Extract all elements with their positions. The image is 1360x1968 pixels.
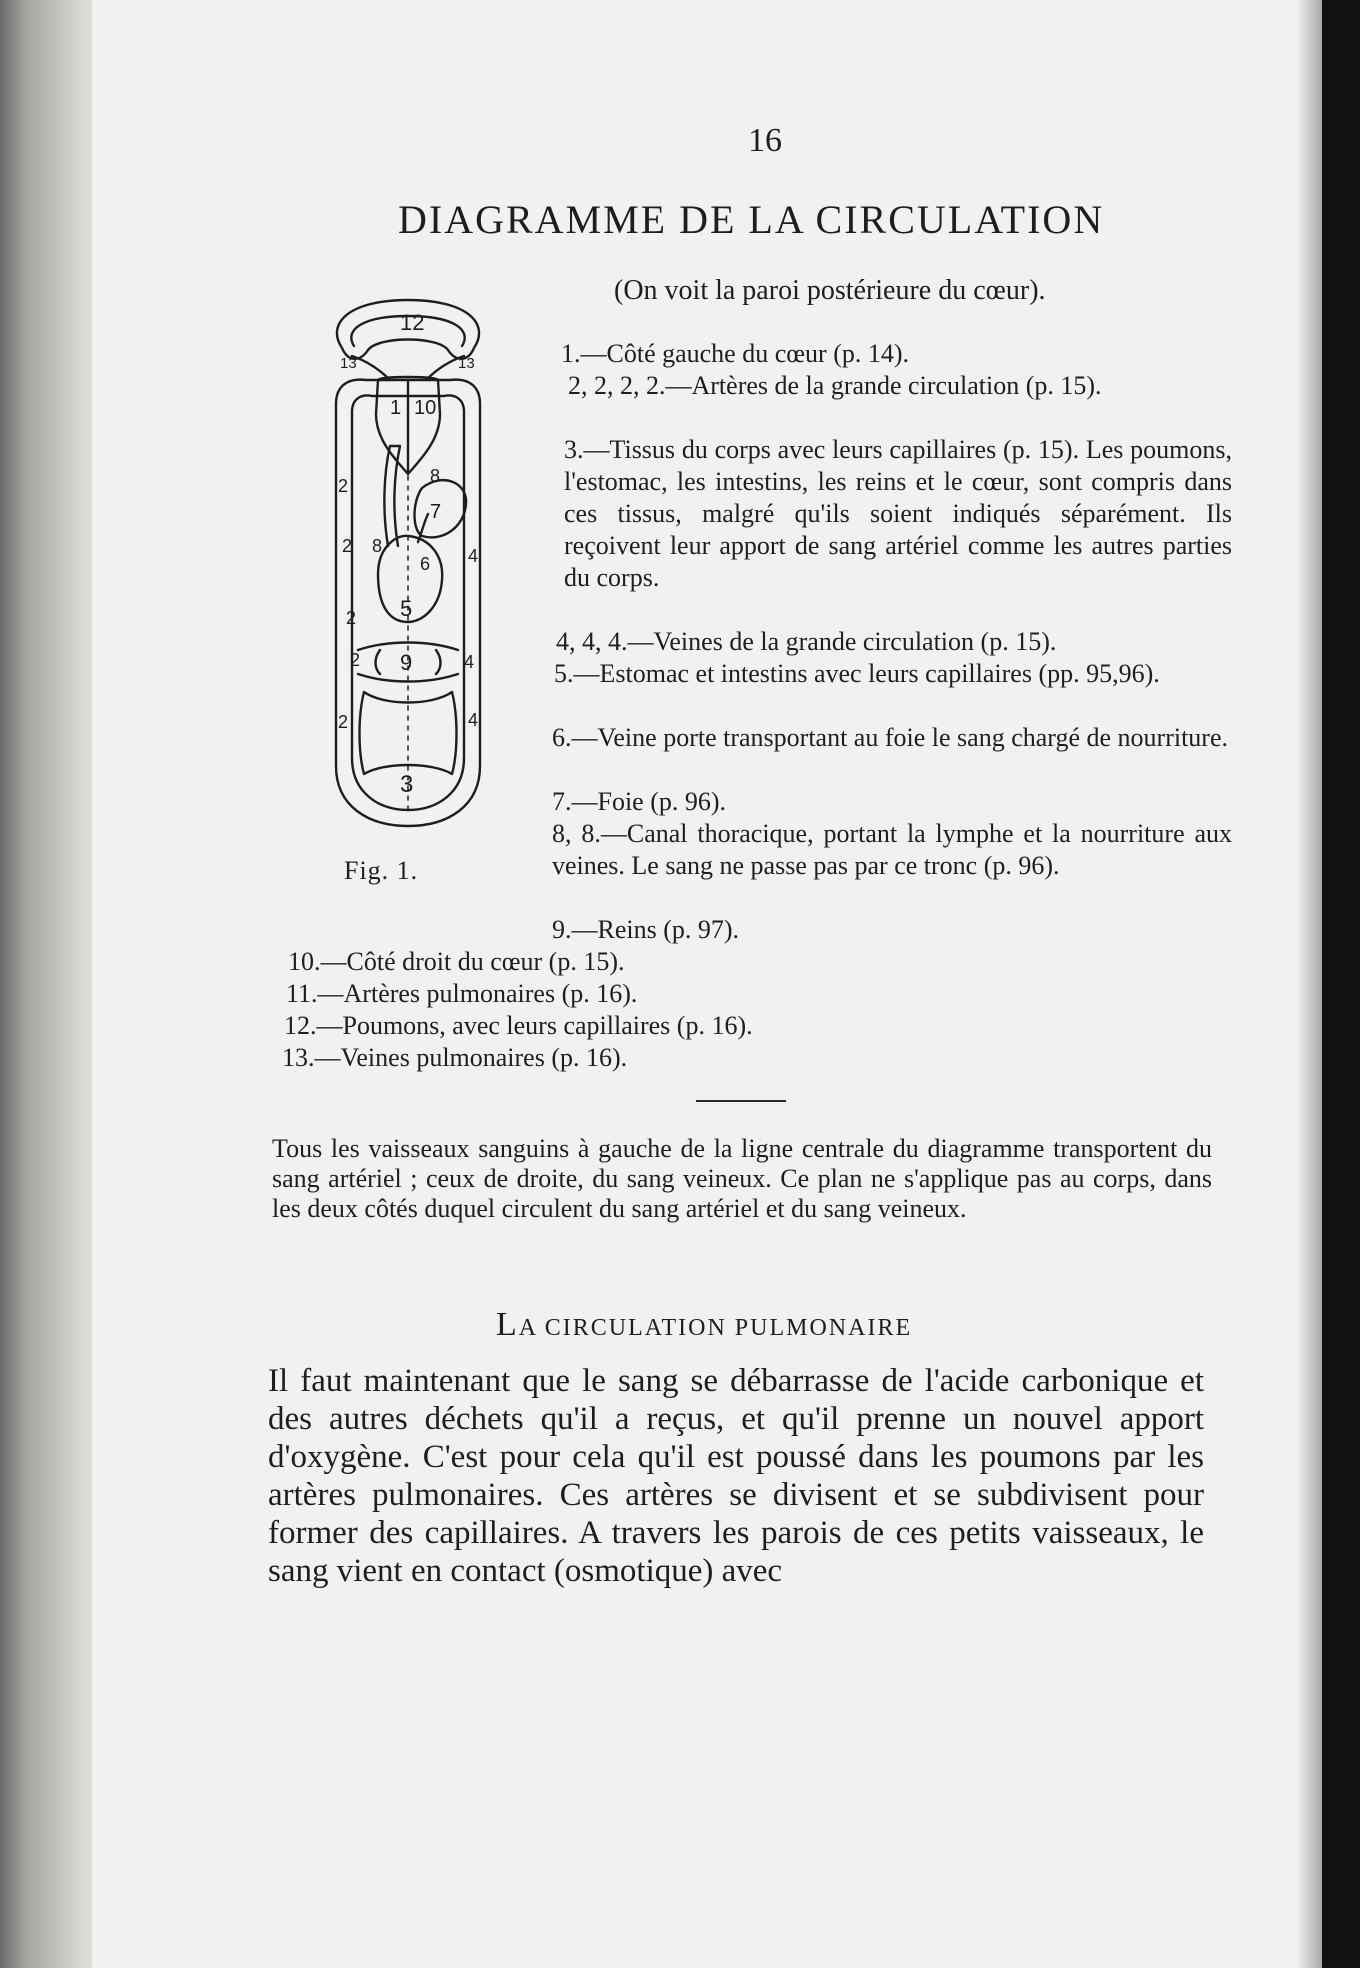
thoracic-duct [384, 446, 400, 546]
diagram-label: 10 [414, 397, 437, 419]
diagram-label: 12 [400, 310, 425, 335]
tissue-lower [360, 692, 457, 774]
page-title: DIAGRAMME DE LA CIRCULATION [398, 197, 1105, 242]
diagram-label: 2 [346, 608, 357, 628]
diagram-label: 1 [390, 397, 402, 419]
diagram-label: 8 [372, 536, 383, 556]
legend-item: 12.—Poumons, avec leurs capillaires (p. 16). [284, 1011, 753, 1040]
diagram-label: 2 [338, 712, 349, 732]
page-edge [1322, 0, 1360, 1968]
diagram-label: 4 [468, 546, 479, 566]
diagram-label: 5 [400, 596, 413, 621]
page-subtitle: (On voit la paroi postérieure du cœur). [614, 275, 1046, 306]
page-number: 16 [748, 122, 782, 159]
legend-item: 3.—Tissus du corps avec leurs capillaires (p. 15). Les poumons, l'estomac, les intestins, les reins et le cœur, sont compris dans ces tissus, malgré qu'ils soient indiqués séparément. Ils reçoivent leur apport de sang artériel comme les autres parties du corps. [564, 435, 1232, 592]
diagram-label: 2 [342, 536, 353, 556]
legend-item: 9.—Reins (p. 97). [552, 915, 740, 944]
diagram-label: 2 [350, 650, 361, 670]
diagram-label: 4 [464, 652, 475, 672]
section-heading-initial: L [496, 1306, 519, 1343]
diagram-label: 4 [468, 710, 479, 730]
legend-item: 11.—Artères pulmonaires (p. 16). [286, 979, 638, 1008]
legend-item: 10.—Côté droit du cœur (p. 15). [288, 947, 625, 976]
section-heading [496, 1306, 912, 1344]
legend-item: 7.—Foie (p. 96). [552, 787, 727, 816]
legend-item: 5.—Estomac et intestins avec leurs capillaires (pp. 95,96). [554, 659, 1160, 688]
diagram-label: 6 [420, 554, 431, 574]
diagram-label: 2 [338, 476, 349, 496]
body-paragraph: Il faut maintenant que le sang se débarrasse de l'acide carbonique et des autres déchets qu'il a reçus, et qu'il prenne un nouvel apport d'oxygène. C'est pour cela qu'il est poussé dans les poumons par les artères pulmonaires. Ces artères se divisent et se subdivisent pour former des capillaires. A travers les parois de ces petits vaisseaux, le sang vient en contact (osmotique) avec [268, 1363, 1204, 1589]
section-heading-rest: A CIRCULATION PULMONAIRE [518, 1315, 913, 1341]
legend-item: 6.—Veine porte transportant au foie le sang chargé de nourriture. [552, 723, 1228, 752]
legend-item: 2, 2, 2, 2.—Artères de la grande circulation (p. 15). [568, 371, 1102, 400]
diagram-label: 7 [430, 501, 442, 523]
legend-item: 1.—Côté gauche du cœur (p. 14). [561, 339, 910, 368]
figure-caption: Fig. 1. [344, 856, 419, 885]
diagram-label: 9 [400, 650, 413, 675]
legend-item: 4, 4, 4.—Veines de la grande circulation (p. 15). [556, 627, 1057, 656]
diagram-label: 3 [400, 771, 414, 798]
section-divider [696, 1100, 786, 1102]
circulation-diagram [318, 296, 498, 836]
legend-item: 13.—Veines pulmonaires (p. 16). [282, 1043, 628, 1072]
diagram-label: 8 [430, 466, 441, 486]
diagram-label: 13 [340, 355, 357, 372]
diagram-label: 13 [458, 355, 475, 372]
diagram-note: Tous les vaisseaux sanguins à gauche de la ligne centrale du diagramme transportent du sang artériel ; ceux de droite, du sang veineux. Ce plan ne s'applique pas au corps, dans les deux côtés duquel circulent du sang artériel et du sang veineux. [272, 1134, 1212, 1223]
legend-item: 8, 8.—Canal thoracique, portant la lymphe et la nourriture aux veines. Le sang ne passe pas par ce tronc (p. 96). [552, 819, 1232, 880]
